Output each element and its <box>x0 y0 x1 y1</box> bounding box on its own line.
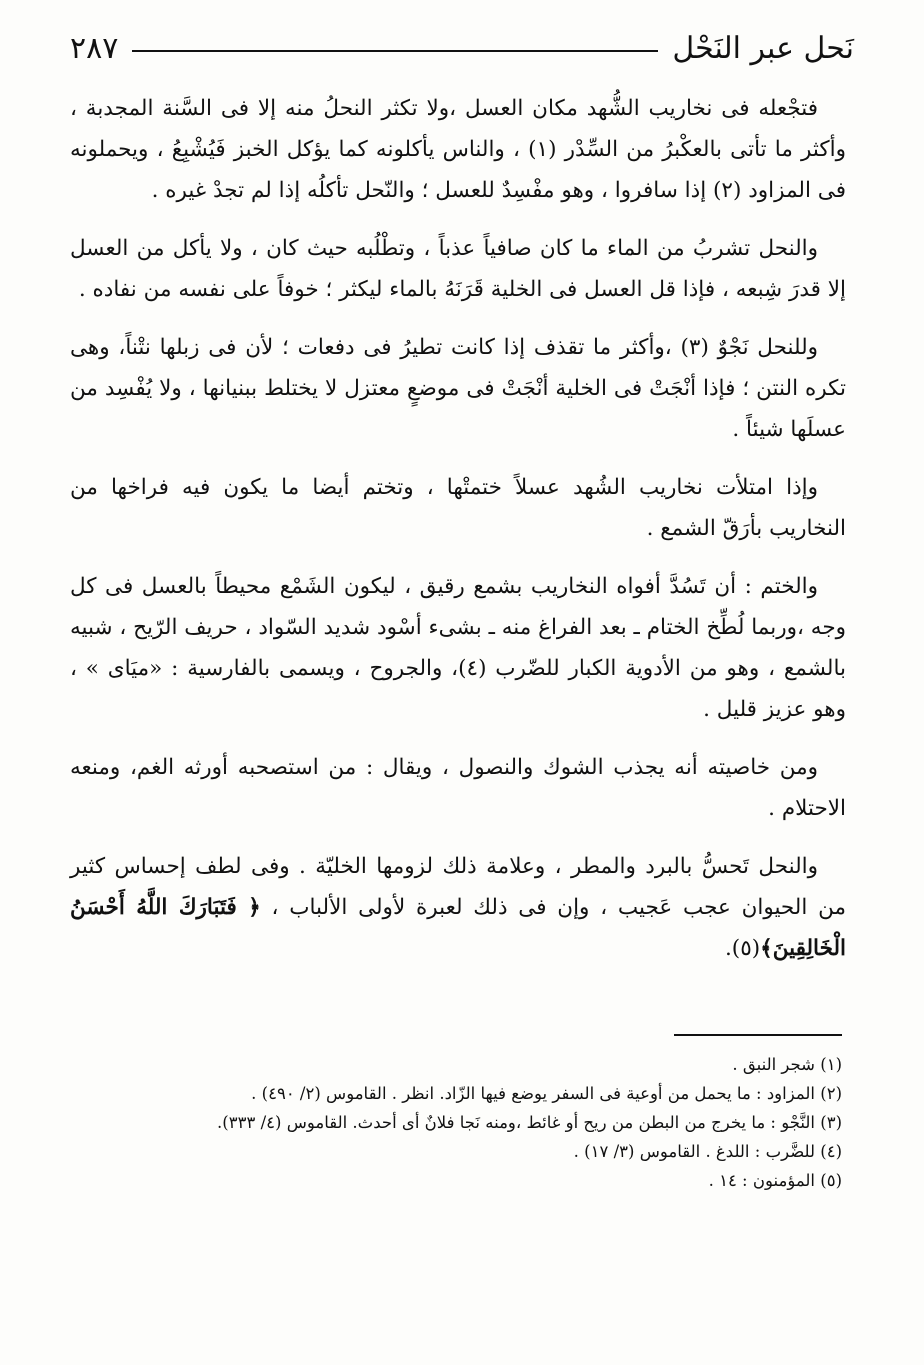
page-number: ٢٨٧ <box>70 30 119 66</box>
footnote: (١) شجر النبق . <box>732 1055 842 1074</box>
footnotes <box>80 1050 842 1195</box>
running-header <box>70 26 854 70</box>
footnote: (٥) المؤمنون : ١٤ . <box>708 1171 842 1190</box>
footnote-separator <box>674 1034 842 1036</box>
paragraph: وإذا امتلأت نخاريب الشُهد عسلاً ختمتْها ، وتختم أيضا ما يكون فيه فراخها من النخاريب بأرَقّ الشمع . <box>70 475 846 541</box>
paragraph: فتجْعله فى نخاريب الشُّهد مكان العسل ،ولا تكثر النحلُ منه إلا فى السَّنة المجدبة ، وأكثر ما تأتى بالعكْبرُ من السِّدْر (١) ، والناس يأكلونه كما يؤكل الخبز فَيُشْبِعُ ، ويحملونه فى المزاود (٢) إذا سافروا ، وهو مفْسِدٌ للعسل ؛ والنّحل تأكلُه إذا لم تجدْ غيره . <box>70 96 846 203</box>
paragraph <box>70 846 846 969</box>
header-rule <box>132 50 658 52</box>
paragraph: والختم : أن تَسُدَّ أفواه النخاريب بشمع رقيق ، ليكون الشَمْع محيطاً بالعسل فى كل وجه ،وربما لُطِّخ الختام ـ بعد الفراغ منه ـ بشىء أسْود شديد السّواد ، حريف الرّيح ، شبيه بالشمع ، وهو من الأدوية الكبار للضّرب (٤)، والجروح ، ويسمى بالفارسية : «ميَاى » ، وهو عزيز قليل . <box>70 574 847 722</box>
footnote: (٣) النَّجْو : ما يخرج من البطن من ريح أو غائط ،ومنه نَجا فلانٌ أى أحدث. القاموس (٤/ ٣٣٣). <box>217 1113 842 1132</box>
quran-verse: ﴿ فَتَبَارَكَ اللَّهُ أَحْسَنُ الْخَالِقِينَ﴾ <box>70 895 846 961</box>
running-title: نَحل عبر النَحْل <box>672 30 854 66</box>
paragraph-text: والنحل تَحسُّ بالبرد والمطر ، وعلامة ذلك لزومها الخليّة . وفى لطف إحساس كثير من الحيوان عجب عَجيب ، وإن فى ذلك لعبرة لأولى الألباب ، <box>70 854 846 920</box>
main-text <box>70 88 846 986</box>
footnote: (٤) للضَّرب : اللدغ . القاموس (٣/ ١٧) . <box>573 1142 842 1161</box>
paragraph: والنحل تشربُ من الماء ما كان صافياً عذباً ، وتطْلُبه حيث كان ، ولا يأكل من العسل إلا قدرَ شِبعه ، فإذا قل العسل فى الخلية قَرَنَهُ بالماء ليكثر ؛ خوفاً على نفسه من نفاده . <box>70 236 846 302</box>
paragraph: ومن خاصيته أنه يجذب الشوك والنصول ، ويقال : من استصحبه أورثه الغم، ومنعه الاحتلام . <box>70 755 846 821</box>
footnote: (٢) المزاود : ما يحمل من أوعية فى السفر يوضع فيها الزّاد. انظر . القاموس (٢/ ٤٩٠) . <box>251 1084 842 1103</box>
paragraph: وللنحل نَجْوٌ (٣) ،وأكثر ما تقذف إذا كانت تطيرُ فى دفعات ؛ لأن فى زبلها نتْناً، وهى تكره النتن ؛ فإذا أنْجَتْ فى الخلية أنْجَتْ فى موضعٍ معتزل لا يختلط ببنيانها ، ولا يُفْسِد من عسلَها شيئاً . <box>70 335 846 442</box>
footnote-reference: (٥). <box>724 936 761 961</box>
